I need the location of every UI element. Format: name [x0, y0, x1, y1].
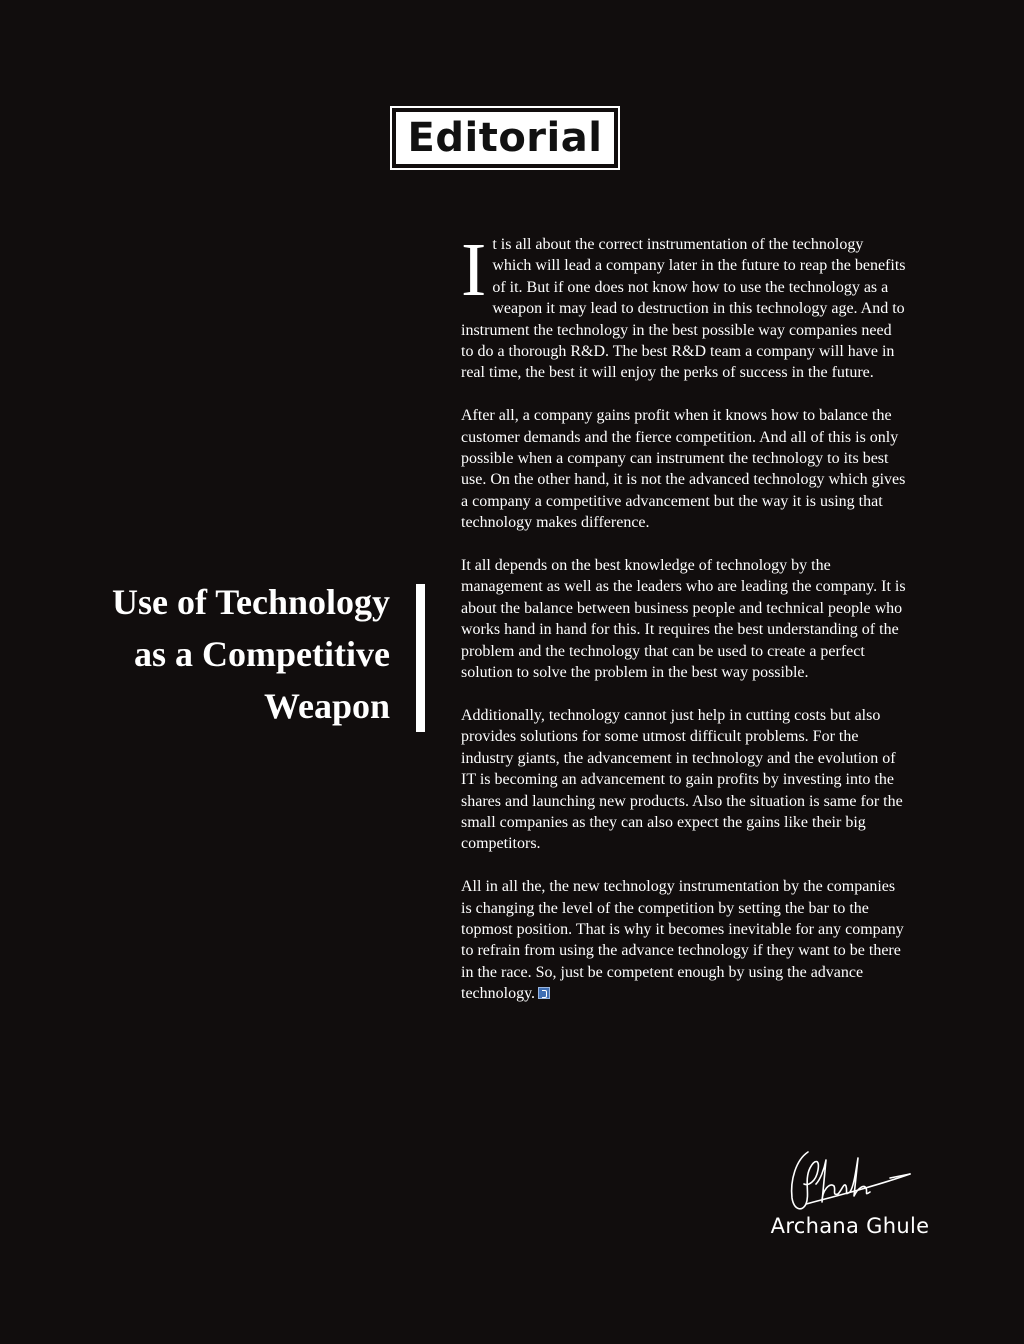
headline-line: Use of Technology	[111, 582, 390, 622]
paragraph: It all depends on the best knowledge of technology by the management as well as the leaders who are leading the company. It is about the balance between business people and technical people who works hand in hand for this. It requires the best understanding of the problem and the technology that can be used to create a perfect solution to solve the problem in the best way possible.	[461, 557, 906, 682]
section-label: Editorial	[396, 112, 614, 164]
article-body	[461, 228, 906, 1026]
paragraph-text: All in all the, the new technology instrumentation by the companies is changing the level of the competition by setting the bar to the topmost position. That is why it becomes inevitable for any company to refrain from using the advance technology if they want to be there in the race. So, just be competent enough by using the advance technology.	[461, 878, 904, 1003]
author-name: Archana Ghule	[770, 1214, 930, 1238]
paragraph: Additionally, technology cannot just help in cutting costs but also provides solutions for some utmost difficult problems. For the industry giants, the advancement in technology and the evolution of IT is becoming an advancement to gain profits by investing into the shares and launching new products. Also the situation is same for the small companies as they can also expect the gains like their big competitors.	[461, 706, 903, 853]
paragraph	[461, 228, 906, 384]
headline-line: Weapon	[263, 686, 390, 726]
signature-icon	[786, 1140, 916, 1220]
headline-line: as a Competitive	[134, 634, 390, 674]
drop-cap: I	[461, 228, 487, 312]
paragraph	[461, 876, 906, 1004]
section-badge	[390, 106, 620, 170]
headline	[60, 576, 390, 732]
paragraph-text: t is all about the correct instrumentation of the technology which will lead a company later in the future to reap the benefits of it. But if one does not know how to use the technology as a weapon it may lead to destruction in this technology age. And to instrument the technology in the best possible way companies need to do a thorough R&D. The best R&D team a company will have in real time, the best it will enjoy the perks of success in the future.	[461, 236, 906, 382]
end-of-article-icon	[538, 987, 550, 999]
paragraph: After all, a company gains profit when it knows how to balance the customer demands and the fierce competition. And all of this is only possible when a company can instrument the technology to its best use. On the other hand, it is not the advanced technology which gives a company a competitive advancement but the way it is using that technology makes difference.	[461, 407, 906, 532]
vertical-divider	[416, 584, 425, 732]
